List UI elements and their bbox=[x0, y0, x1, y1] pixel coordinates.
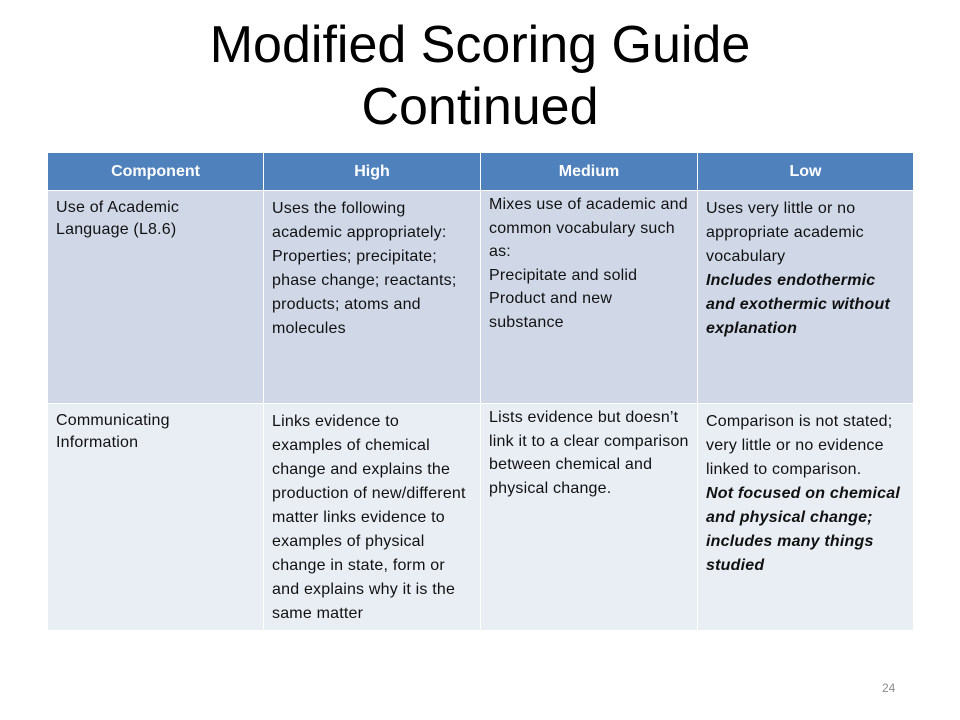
table-header-row bbox=[48, 153, 914, 191]
cell-low-emphasis: Not focused on chemical and physical change; includes many things studied bbox=[706, 485, 900, 574]
slide-title-line-2: Continued bbox=[361, 78, 599, 136]
cell-medium-line: Mixes use of academic and common vocabulary such as: bbox=[489, 196, 688, 260]
cell-low-text: Comparison is not stated; very little or no evidence linked to comparison. bbox=[706, 413, 893, 478]
cell-low-text: Uses very little or no appropriate academic vocabulary bbox=[706, 200, 864, 265]
slide-title bbox=[0, 14, 960, 138]
cell-low bbox=[698, 191, 914, 404]
cell-high: Links evidence to examples of chemical change and explains the production of new/different matter links evidence to examples of physical change in state, form or and explains why it is the same matter bbox=[264, 404, 481, 631]
table-row bbox=[48, 404, 914, 631]
cell-low bbox=[698, 404, 914, 631]
header-low: Low bbox=[698, 153, 914, 191]
scoring-guide-table bbox=[47, 153, 914, 631]
cell-component: Use of Academic Language (L8.6) bbox=[48, 191, 264, 404]
header-component: Component bbox=[48, 153, 264, 191]
cell-high: Uses the following academic appropriately: Properties; precipitate; phase change; reactants; products; atoms and molecules bbox=[264, 191, 481, 404]
header-high: High bbox=[264, 153, 481, 191]
header-medium: Medium bbox=[481, 153, 698, 191]
cell-component: Communicating Information bbox=[48, 404, 264, 631]
slide-title-line-1: Modified Scoring Guide bbox=[209, 16, 751, 74]
cell-medium-line: Product and new substance bbox=[489, 290, 613, 331]
cell-medium-line: Precipitate and solid bbox=[489, 266, 638, 284]
page-number: 24 bbox=[882, 681, 896, 695]
cell-low-emphasis: Includes endothermic and exothermic without explanation bbox=[706, 272, 890, 337]
cell-medium: Lists evidence but doesn’t link it to a clear comparison between chemical and physical change. bbox=[481, 404, 698, 631]
cell-medium bbox=[481, 191, 698, 404]
table-row bbox=[48, 191, 914, 404]
